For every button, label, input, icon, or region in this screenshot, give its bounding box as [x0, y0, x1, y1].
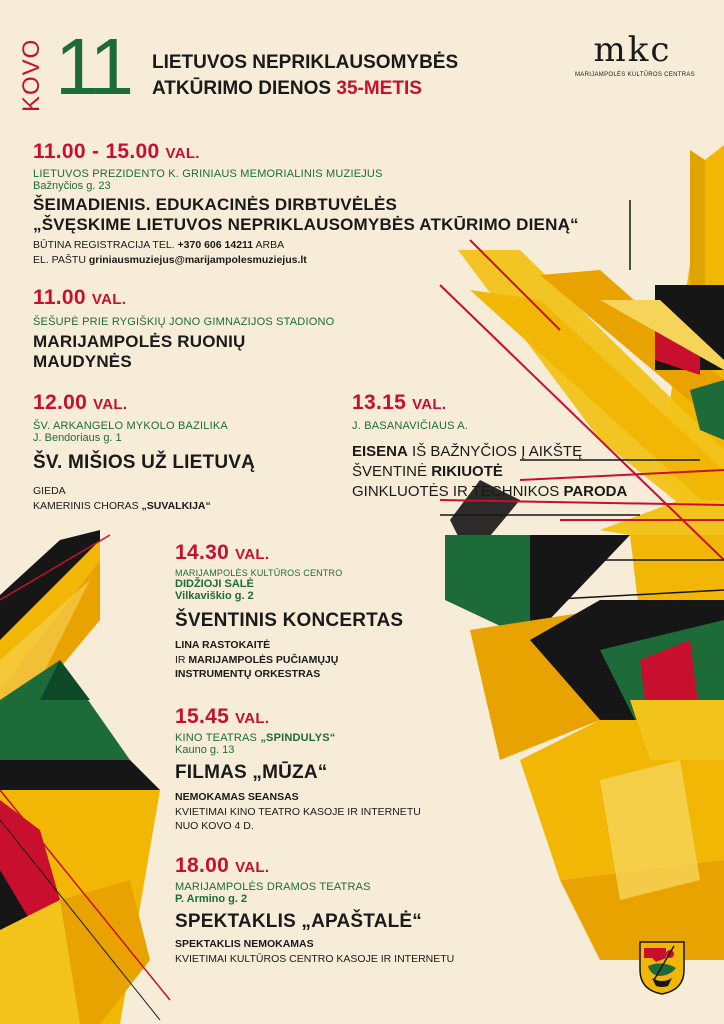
event-5	[175, 541, 403, 682]
event-6-venue: KINO TEATRAS „SPINDULYS“	[175, 732, 336, 744]
event-3-address: J. Bendoriaus g. 1	[33, 432, 122, 444]
event-1-title-1: ŠEIMADIENIS. EDUKACINĖS DIRBTUVĖLĖS	[33, 195, 398, 214]
event-3-venue: ŠV. ARKANGELO MYKOLO BAZILIKA	[33, 420, 228, 432]
event-1-registration: BŪTINA REGISTRACIJA TEL. +370 606 14211 ARBA	[33, 239, 285, 251]
mkc-logo	[575, 30, 695, 78]
event-5-time: 14.30 VAL.	[175, 541, 270, 564]
event-1-email-line: EL. PAŠTU griniausmuziejus@marijampolesmuziejus.lt	[33, 253, 307, 266]
event-6-address: Kauno g. 13	[175, 744, 235, 756]
title-line-1: LIETUVOS NEPRIKLAUSOMYBĖS	[152, 52, 459, 73]
event-4-line-1: EISENA IŠ BAŽNYČIOS Į AIKŠTĘ	[352, 443, 583, 460]
event-7-line-1: SPEKTAKLIS NEMOKAMAS	[175, 938, 314, 950]
event-2-title-2: MAUDYNĖS	[33, 352, 132, 371]
event-1-email: griniausmuziejus@marijampolesmuziejus.lt	[88, 253, 307, 266]
event-6-line-2: KVIETIMAI KINO TEATRO KASOJE IR INTERNETU	[175, 805, 421, 818]
day-number: 11	[55, 22, 131, 111]
event-5-title: ŠVENTINIS KONCERTAS	[175, 610, 404, 631]
event-4-time: 13.15 VAL.	[352, 391, 447, 414]
event-6	[175, 705, 421, 834]
month-label: KOVO	[18, 38, 45, 112]
event-5-address: Vilkaviškio g. 2	[175, 590, 254, 602]
event-5-venue: MARIJAMPOLĖS KULTŪROS CENTRO	[175, 568, 343, 578]
coat-of-arms-icon	[638, 940, 686, 996]
event-6-line-1: NEMOKAMAS SEANSAS	[175, 791, 299, 803]
event-4-line-2: ŠVENTINĖ RIKIUOTĖ	[352, 463, 503, 480]
logo-mark: mkc	[593, 30, 672, 70]
event-7-venue: MARIJAMPOLĖS DRAMOS TEATRAS	[175, 881, 371, 893]
page-title	[152, 50, 458, 102]
event-2-title-1: MARIJAMPOLĖS RUONIŲ	[33, 332, 246, 351]
event-6-time: 15.45 VAL.	[175, 705, 270, 728]
event-7-address: P. Armino g. 2	[175, 893, 248, 905]
event-3-title: ŠV. MIŠIOS UŽ LIETUVĄ	[33, 452, 256, 473]
event-5-performer-3: INSTRUMENTŲ ORKESTRAS	[175, 668, 321, 680]
logo-caption: MARIJAMPOLĖS KULTŪROS CENTRAS	[575, 72, 695, 78]
event-1-address: Bažnyčios g. 23	[33, 180, 111, 192]
event-5-performer-2: IR MARIJAMPOLĖS PUČIAMŲJŲ	[175, 653, 339, 666]
event-7	[175, 854, 454, 966]
event-4-venue: J. BASANAVIČIAUS A.	[352, 420, 469, 432]
event-5-hall: DIDŽIOJI SALĖ	[175, 578, 254, 590]
event-7-time: 18.00 VAL.	[175, 854, 270, 877]
event-7-title: SPEKTAKLIS „APAŠTALĖ“	[175, 911, 422, 932]
event-2-venue: ŠEŠUPĖ PRIE RYGIŠKIŲ JONO GIMNAZIJOS STADIONO	[33, 316, 335, 328]
event-1-title-2: „ŠVĘSKIME LIETUVOS NEPRIKLAUSOMYBĖS ATKŪRIMO DIENĄ“	[33, 215, 579, 234]
event-3-time: 12.00 VAL.	[33, 391, 128, 414]
event-6-line-3: NUO KOVO 4 D.	[175, 820, 254, 832]
title-line-2	[152, 76, 458, 102]
event-2-time: 11.00 VAL.	[33, 286, 127, 309]
event-6-title: FILMAS „MŪZA“	[175, 762, 328, 783]
event-1-phone: +370 606 14211	[177, 239, 254, 251]
event-1-time: 11.00 - 15.00 VAL.	[33, 140, 200, 163]
title-line-2-text: ATKŪRIMO DIENOS	[152, 78, 332, 99]
event-2	[33, 286, 334, 372]
event-1	[33, 140, 579, 267]
event-4-line-3: GINKLUOTĖS IR TECHNIKOS PARODA	[352, 483, 628, 500]
anniversary-text: 35-METIS	[336, 78, 422, 99]
event-1-venue: LIETUVOS PREZIDENTO K. GRINIAUS MEMORIALINIS MUZIEJUS	[33, 168, 383, 180]
event-3-line-1: GIEDA	[33, 485, 66, 497]
event-5-performer-1: LINA RASTOKAITĖ	[175, 639, 271, 651]
event-3-line-2: KAMERINIS CHORAS „SUVALKIJA“	[33, 499, 211, 512]
event-7-line-2: KVIETIMAI KULTŪROS CENTRO KASOJE IR INTERNETU	[175, 952, 455, 965]
event-3	[33, 391, 255, 513]
event-4	[352, 391, 627, 502]
